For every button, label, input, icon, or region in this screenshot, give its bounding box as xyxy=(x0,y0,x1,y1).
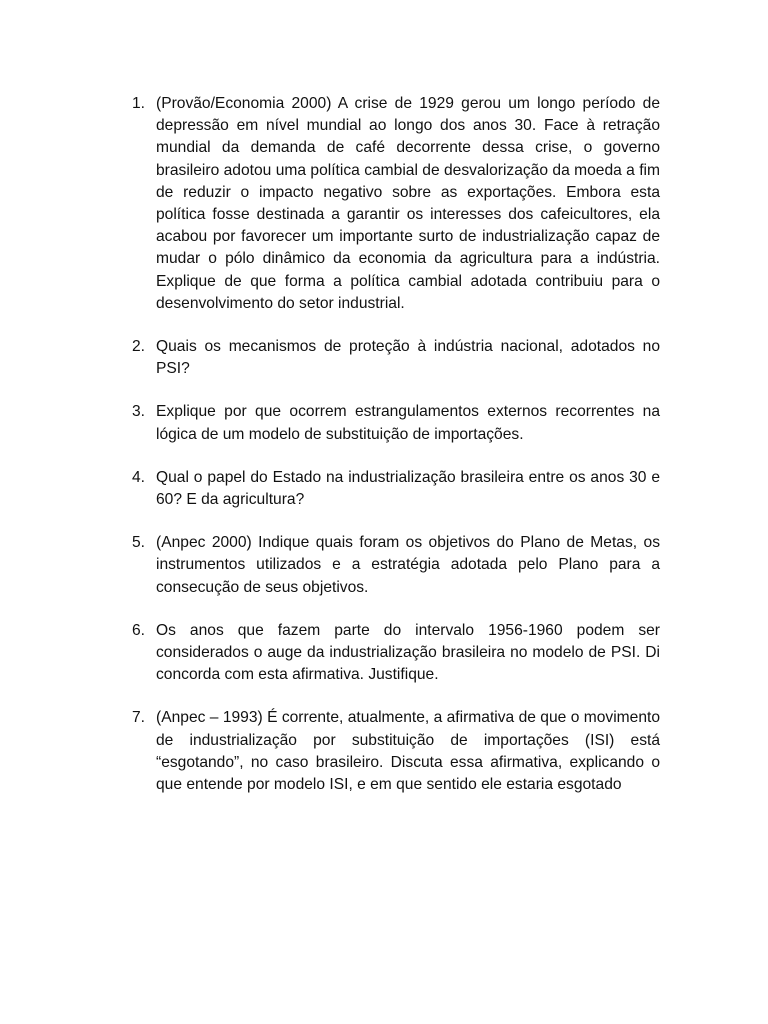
question-item-5 xyxy=(132,532,660,599)
question-number: 4. xyxy=(132,468,146,486)
question-item-3 xyxy=(132,401,660,445)
question-item-6 xyxy=(132,620,660,687)
question-text: Qual o papel do Estado na industrialização brasileira entre os anos 30 e 60? E da agricultura? xyxy=(156,468,660,509)
question-number: 1. xyxy=(132,95,146,112)
question-list xyxy=(132,93,660,817)
question-text: Explique por que ocorrem estrangulamentos externos recorrentes na lógica de um modelo de substituição de importações. xyxy=(156,403,660,443)
question-number: 6. xyxy=(132,621,146,639)
question-number: 2. xyxy=(132,338,146,356)
question-text: (Provão/Economia 2000) A crise de 1929 gerou um longo período de depressão em nível mundial ao longo dos anos 30. Face à retração mundial da demanda de café decorrente dessa crise, o governo brasileiro adotou uma política cambial de desvalorização da moeda a fim de reduzir o impacto negativo sobre as exportações. Embora esta política fosse destinada a garantir os interesses dos cafeicultores, ela acabou por favorecer um importante surto de industrialização capaz de mudar o pólo dinâmico da economia da agricultura para a indústria. Explique de que forma a política cambial adotada contribuiu para o desenvolvimento do setor industrial. xyxy=(156,95,660,312)
question-item-2 xyxy=(132,336,660,380)
question-item-7 xyxy=(132,707,660,796)
question-item-1 xyxy=(132,93,660,315)
question-text: (Anpec – 1993) É corrente, atualmente, a afirmativa de que o movimento de industrialização por substituição de importações (ISI) está “esgotando”, no caso brasileiro. Discuta essa afirmativa, explicando o que entende por modelo ISI, e em que sentido ele estaria esgotado xyxy=(156,709,660,794)
question-number: 7. xyxy=(132,709,146,727)
question-item-4 xyxy=(132,467,660,511)
question-text: Os anos que fazem parte do intervalo 1956-1960 podem ser considerados o auge da industrialização brasileira no modelo de PSI. Di concorda com esta afirmativa. Justifique. xyxy=(156,621,660,684)
question-number: 5. xyxy=(132,534,146,552)
question-text: (Anpec 2000) Indique quais foram os objetivos do Plano de Metas, os instrumentos utilizados e a estratégia adotada pelo Plano para a consecução de seus objetivos. xyxy=(156,534,660,596)
question-text: Quais os mecanismos de proteção à indústria nacional, adotados no PSI? xyxy=(156,338,660,378)
question-number: 3. xyxy=(132,403,146,421)
